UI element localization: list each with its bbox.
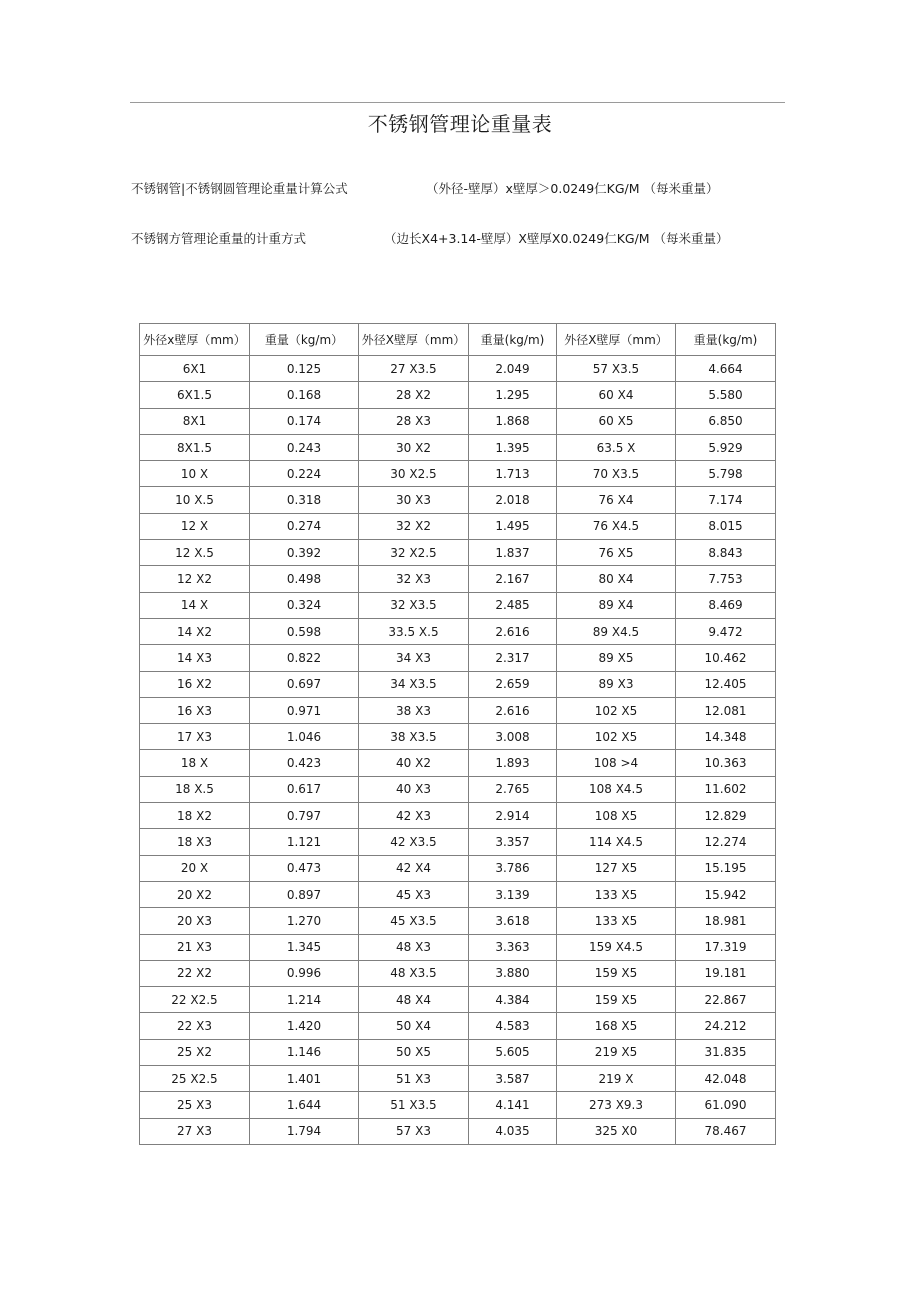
square-tube-formula-label: 不锈钢方管理论重量的计重方式 — [131, 231, 307, 246]
weight-table — [139, 323, 776, 1145]
table-cell: 45 X3 — [359, 881, 469, 907]
table-cell: 0.598 — [250, 618, 359, 644]
table-row — [140, 645, 776, 671]
table-cell: 8.015 — [676, 513, 776, 539]
table-cell: 38 X3 — [359, 697, 469, 723]
table-row — [140, 434, 776, 460]
table-cell: 18 X2 — [140, 803, 250, 829]
table-cell: 50 X5 — [359, 1039, 469, 1065]
table-cell: 18.981 — [676, 908, 776, 934]
table-cell: 0.274 — [250, 513, 359, 539]
table-row — [140, 592, 776, 618]
table-cell: 31.835 — [676, 1039, 776, 1065]
table-row — [140, 408, 776, 434]
table-cell: 7.753 — [676, 566, 776, 592]
table-cell: 3.139 — [469, 881, 557, 907]
table-cell: 1.401 — [250, 1066, 359, 1092]
table-cell: 0.822 — [250, 645, 359, 671]
table-cell: 42 X4 — [359, 855, 469, 881]
table-row — [140, 382, 776, 408]
table-cell: 27 X3.5 — [359, 356, 469, 382]
table-row — [140, 566, 776, 592]
table-cell: 25 X2 — [140, 1039, 250, 1065]
table-cell: 3.587 — [469, 1066, 557, 1092]
table-cell: 1.146 — [250, 1039, 359, 1065]
table-cell: 2.765 — [469, 776, 557, 802]
table-cell: 32 X2.5 — [359, 540, 469, 566]
table-cell: 2.616 — [469, 697, 557, 723]
table-cell: 7.174 — [676, 487, 776, 513]
column-header: 外径X壁厚（mm） — [359, 324, 469, 356]
column-header: 重量（kg/m） — [250, 324, 359, 356]
table-cell: 108 >4 — [557, 750, 676, 776]
table-cell: 89 X4.5 — [557, 618, 676, 644]
table-cell: 0.423 — [250, 750, 359, 776]
table-cell: 16 X3 — [140, 697, 250, 723]
table-cell: 0.473 — [250, 855, 359, 881]
table-cell: 0.392 — [250, 540, 359, 566]
table-cell: 4.583 — [469, 1013, 557, 1039]
table-cell: 5.929 — [676, 434, 776, 460]
table-cell: 2.914 — [469, 803, 557, 829]
table-cell: 0.125 — [250, 356, 359, 382]
table-cell: 76 X5 — [557, 540, 676, 566]
table-cell: 10 X — [140, 461, 250, 487]
table-cell: 76 X4.5 — [557, 513, 676, 539]
table-cell: 4.141 — [469, 1092, 557, 1118]
table-cell: 30 X2 — [359, 434, 469, 460]
table-cell: 60 X5 — [557, 408, 676, 434]
table-cell: 18 X.5 — [140, 776, 250, 802]
table-cell: 32 X3.5 — [359, 592, 469, 618]
table-cell: 28 X2 — [359, 382, 469, 408]
table-cell: 63.5 X — [557, 434, 676, 460]
table-cell: 32 X3 — [359, 566, 469, 592]
round-tube-formula-value: （外径-壁厚）x壁厚＞0.0249仁KG/M （每米重量） — [426, 181, 719, 196]
table-cell: 0.174 — [250, 408, 359, 434]
table-cell: 12.081 — [676, 697, 776, 723]
table-cell: 61.090 — [676, 1092, 776, 1118]
table-cell: 42.048 — [676, 1066, 776, 1092]
table-cell: 0.318 — [250, 487, 359, 513]
table-cell: 159 X5 — [557, 987, 676, 1013]
table-row — [140, 1092, 776, 1118]
table-cell: 12.274 — [676, 829, 776, 855]
table-cell: 34 X3 — [359, 645, 469, 671]
table-cell: 50 X4 — [359, 1013, 469, 1039]
table-cell: 21 X3 — [140, 934, 250, 960]
table-cell: 168 X5 — [557, 1013, 676, 1039]
table-row — [140, 803, 776, 829]
table-row — [140, 1039, 776, 1065]
table-cell: 57 X3.5 — [557, 356, 676, 382]
table-cell: 3.786 — [469, 855, 557, 881]
table-row — [140, 881, 776, 907]
table-cell: 80 X4 — [557, 566, 676, 592]
table-cell: 3.880 — [469, 960, 557, 986]
table-cell: 70 X3.5 — [557, 461, 676, 487]
table-cell: 42 X3.5 — [359, 829, 469, 855]
table-cell: 325 X0 — [557, 1118, 676, 1144]
table-cell: 15.942 — [676, 881, 776, 907]
table-row — [140, 987, 776, 1013]
table-cell: 48 X3 — [359, 934, 469, 960]
table-cell: 57 X3 — [359, 1118, 469, 1144]
table-cell: 10 X.5 — [140, 487, 250, 513]
table-row — [140, 724, 776, 750]
table-row — [140, 513, 776, 539]
table-cell: 1.644 — [250, 1092, 359, 1118]
table-cell: 0.971 — [250, 697, 359, 723]
table-cell: 15.195 — [676, 855, 776, 881]
table-cell: 108 X4.5 — [557, 776, 676, 802]
table-cell: 18 X — [140, 750, 250, 776]
table-cell: 14 X2 — [140, 618, 250, 644]
table-cell: 133 X5 — [557, 908, 676, 934]
table-cell: 1.270 — [250, 908, 359, 934]
table-cell: 48 X3.5 — [359, 960, 469, 986]
table-cell: 108 X5 — [557, 803, 676, 829]
table-row — [140, 487, 776, 513]
table-row — [140, 829, 776, 855]
table-cell: 2.485 — [469, 592, 557, 618]
table-cell: 32 X2 — [359, 513, 469, 539]
table-cell: 22 X2.5 — [140, 987, 250, 1013]
table-cell: 34 X3.5 — [359, 671, 469, 697]
table-cell: 12 X.5 — [140, 540, 250, 566]
table-cell: 5.580 — [676, 382, 776, 408]
table-body — [140, 356, 776, 1145]
table-cell: 78.467 — [676, 1118, 776, 1144]
table-cell: 76 X4 — [557, 487, 676, 513]
table-row — [140, 1118, 776, 1144]
table-cell: 4.384 — [469, 987, 557, 1013]
table-cell: 1.868 — [469, 408, 557, 434]
table-cell: 20 X3 — [140, 908, 250, 934]
table-cell: 22 X3 — [140, 1013, 250, 1039]
table-cell: 4.664 — [676, 356, 776, 382]
table-cell: 133 X5 — [557, 881, 676, 907]
table-cell: 18 X3 — [140, 829, 250, 855]
table-cell: 1.837 — [469, 540, 557, 566]
table-cell: 12 X — [140, 513, 250, 539]
table-cell: 114 X4.5 — [557, 829, 676, 855]
table-cell: 5.605 — [469, 1039, 557, 1065]
table-cell: 8X1.5 — [140, 434, 250, 460]
table-cell: 1.295 — [469, 382, 557, 408]
table-cell: 2.659 — [469, 671, 557, 697]
table-cell: 51 X3.5 — [359, 1092, 469, 1118]
table-cell: 3.618 — [469, 908, 557, 934]
page-title: 不锈钢管理论重量表 — [367, 112, 553, 136]
table-cell: 89 X3 — [557, 671, 676, 697]
table-cell: 6.850 — [676, 408, 776, 434]
table-cell: 10.363 — [676, 750, 776, 776]
table-cell: 2.049 — [469, 356, 557, 382]
column-header: 重量(kg/m) — [469, 324, 557, 356]
table-cell: 127 X5 — [557, 855, 676, 881]
table-row — [140, 750, 776, 776]
table-cell: 0.498 — [250, 566, 359, 592]
table-cell: 2.616 — [469, 618, 557, 644]
table-cell: 2.167 — [469, 566, 557, 592]
table-cell: 16 X2 — [140, 671, 250, 697]
table-row — [140, 908, 776, 934]
table-row — [140, 934, 776, 960]
table-cell: 1.495 — [469, 513, 557, 539]
table-cell: 14.348 — [676, 724, 776, 750]
table-cell: 1.395 — [469, 434, 557, 460]
table-cell: 1.345 — [250, 934, 359, 960]
table-cell: 42 X3 — [359, 803, 469, 829]
table-cell: 8.843 — [676, 540, 776, 566]
table-row — [140, 671, 776, 697]
header-rule — [130, 102, 785, 103]
table-cell: 0.224 — [250, 461, 359, 487]
table-cell: 9.472 — [676, 618, 776, 644]
table-cell: 4.035 — [469, 1118, 557, 1144]
table-cell: 1.046 — [250, 724, 359, 750]
round-tube-formula-label: 不锈钢管|不锈钢圆管理论重量计算公式 — [131, 181, 348, 196]
table-row — [140, 1066, 776, 1092]
table-cell: 0.697 — [250, 671, 359, 697]
table-cell: 0.897 — [250, 881, 359, 907]
table-cell: 28 X3 — [359, 408, 469, 434]
table-cell: 19.181 — [676, 960, 776, 986]
table-cell: 45 X3.5 — [359, 908, 469, 934]
table-cell: 40 X2 — [359, 750, 469, 776]
table-cell: 60 X4 — [557, 382, 676, 408]
column-header: 外径x壁厚（mm） — [140, 324, 250, 356]
table-cell: 89 X4 — [557, 592, 676, 618]
table-cell: 33.5 X.5 — [359, 618, 469, 644]
table-cell: 40 X3 — [359, 776, 469, 802]
table-cell: 51 X3 — [359, 1066, 469, 1092]
table-cell: 10.462 — [676, 645, 776, 671]
table-cell: 38 X3.5 — [359, 724, 469, 750]
table-cell: 5.798 — [676, 461, 776, 487]
table-row — [140, 356, 776, 382]
table-cell: 22.867 — [676, 987, 776, 1013]
table-cell: 12.829 — [676, 803, 776, 829]
table-row — [140, 960, 776, 986]
table-cell: 25 X2.5 — [140, 1066, 250, 1092]
table-cell: 17.319 — [676, 934, 776, 960]
table-cell: 30 X3 — [359, 487, 469, 513]
table-cell: 3.357 — [469, 829, 557, 855]
table-cell: 219 X5 — [557, 1039, 676, 1065]
table-cell: 3.363 — [469, 934, 557, 960]
table-cell: 102 X5 — [557, 697, 676, 723]
table-cell: 22 X2 — [140, 960, 250, 986]
table-cell: 17 X3 — [140, 724, 250, 750]
table-cell: 12.405 — [676, 671, 776, 697]
table-cell: 8X1 — [140, 408, 250, 434]
table-cell: 2.018 — [469, 487, 557, 513]
table-cell: 102 X5 — [557, 724, 676, 750]
table-cell: 1.121 — [250, 829, 359, 855]
table-cell: 24.212 — [676, 1013, 776, 1039]
table-cell: 1.893 — [469, 750, 557, 776]
table-cell: 0.243 — [250, 434, 359, 460]
table-cell: 273 X9.3 — [557, 1092, 676, 1118]
table-cell: 20 X — [140, 855, 250, 881]
table-cell: 25 X3 — [140, 1092, 250, 1118]
table-cell: 1.794 — [250, 1118, 359, 1144]
table-cell: 1.214 — [250, 987, 359, 1013]
table-cell: 0.168 — [250, 382, 359, 408]
table-cell: 1.420 — [250, 1013, 359, 1039]
table-cell: 6X1.5 — [140, 382, 250, 408]
table-cell: 0.324 — [250, 592, 359, 618]
table-cell: 48 X4 — [359, 987, 469, 1013]
table-row — [140, 855, 776, 881]
table-cell: 0.617 — [250, 776, 359, 802]
table-cell: 20 X2 — [140, 881, 250, 907]
table-cell: 219 X — [557, 1066, 676, 1092]
table-cell: 159 X4.5 — [557, 934, 676, 960]
table-cell: 6X1 — [140, 356, 250, 382]
square-tube-formula-value: （边长X4+3.14-壁厚）X壁厚X0.0249仁KG/M （每米重量） — [384, 231, 729, 246]
table-cell: 3.008 — [469, 724, 557, 750]
table-cell: 1.713 — [469, 461, 557, 487]
table-cell: 11.602 — [676, 776, 776, 802]
column-header: 外径X壁厚（mm） — [557, 324, 676, 356]
column-header: 重量(kg/m) — [676, 324, 776, 356]
table-row — [140, 1013, 776, 1039]
table-cell: 159 X5 — [557, 960, 676, 986]
table-row — [140, 697, 776, 723]
table-cell: 14 X — [140, 592, 250, 618]
table-row — [140, 618, 776, 644]
table-cell: 14 X3 — [140, 645, 250, 671]
table-row — [140, 540, 776, 566]
table-cell: 8.469 — [676, 592, 776, 618]
table-cell: 27 X3 — [140, 1118, 250, 1144]
table-cell: 89 X5 — [557, 645, 676, 671]
table-cell: 30 X2.5 — [359, 461, 469, 487]
table-header-row — [140, 324, 776, 356]
table-cell: 12 X2 — [140, 566, 250, 592]
table-row — [140, 461, 776, 487]
table-cell: 0.797 — [250, 803, 359, 829]
table-cell: 0.996 — [250, 960, 359, 986]
table-cell: 2.317 — [469, 645, 557, 671]
table-row — [140, 776, 776, 802]
